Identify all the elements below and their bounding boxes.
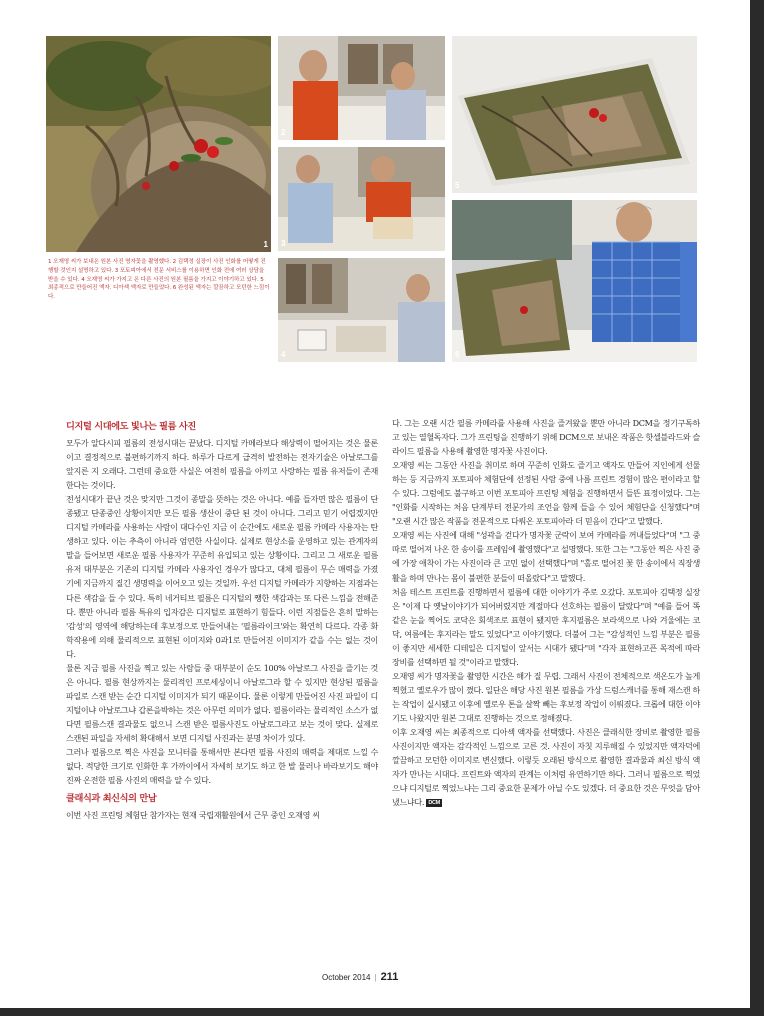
photo-caption: 1 오재영 씨가 보내온 원본 사진 명자꽃을 촬영했다. 2 김택정 실장이 사진 인화를 어떻게 진행할 것인지 설명하고 있다. 3 포토피아에서 전문 서비스를 이용하면 인화 전에 여러 상담을 받을 수 있다. 4 오재영 씨가 가지고 온 다른 사진의 원본 필름을 가지고 이야기하고 있다. 5 최종적으로 만들어진 액자. 디아섹 액자로 만들었다. 6 완성된 액자는 깔끔하고 모던한 느낌이다. (48, 259, 270, 301)
consultation-photo-image (278, 36, 445, 140)
section-heading-1: 디지털 시대에도 빛나는 필름 사진 (66, 421, 196, 432)
article-paragraph: 이번 사진 프린팅 체험단 참가자는 현재 국립재활원에서 근무 중인 오재영 씨 (66, 810, 320, 821)
footer-separator: | (374, 973, 377, 982)
article-paragraph: 다. 그는 오랜 시간 필름 카메라를 사용해 사진을 즐겨왔을 뿐만 아니라 DCM을 정기구독하고 있는 열혈독자다. 그가 프린팅을 진행하기 위해 DCM으로 보내온 작품은 핫셀블라드와 슬라이드 필름을 사용해 촬영한 명자꽃 사진이다. (392, 418, 700, 457)
photo-number: 4 (281, 350, 286, 359)
page-edge-right (750, 0, 764, 1016)
page-edge-bottom (0, 1008, 764, 1016)
photo-1-flower (46, 36, 271, 252)
framed-print-photo-image (452, 36, 697, 193)
photo-number: 2 (281, 128, 286, 137)
photo-3-consultation (278, 147, 445, 251)
issue-month: October 2014 (322, 973, 371, 982)
page-number: 211 (380, 971, 399, 983)
photo-6-completed-frame (452, 200, 697, 362)
article-paragraph: 오재영 씨는 사진에 대해 "성곽을 걷다가 명자꽃 군락이 보여 카메라를 꺼내들었다"며 "그 중 따로 떨어져 나온 한 송이를 프레임에 촬영했다"고 설명했다. 또한 그는 "그동안 찍은 사진 중에 가장 애착이 가는 사진이라 큰 고민 없이 선택했다"며 "홀로 떨어진 꽃 한 송이에서 직장생활을 하며 만나는 몸이 불편한 분들이 떠올랐다"고 말했다. (392, 530, 700, 583)
article-column-left (66, 421, 378, 822)
consultation-photo-image (278, 147, 445, 251)
article-paragraph: 오재영 씨는 그동안 사진을 취미로 하며 꾸준히 인화도 즐기고 액자도 만들어 지인에게 선물하는 등 지금까지 포토피아 체험단에 선정된 사람 중에 나름 프린트 경험이 많은 편이라고 할 수 있다. 그럼에도 불구하고 이번 포토피아 프린팅 체험을 진행하면서 들뜬 표정이었다. 그는 "인화를 시작하는 처음 단계부터 전문가의 조언을 함께 들을 수 있어 체험단을 신청했다"며 "오랜 시간 많은 작품을 전문적으로 다뤄온 포토피아라 더 믿음이 간다"고 말했다. (392, 460, 700, 527)
photo-number: 5 (455, 181, 460, 190)
article-paragraph: 처음 테스트 프린트를 진행하면서 필름에 대한 이야기가 주로 오갔다. 포토피아 김택정 실장은 "이제 다 옛날이야기가 되어버렸지만 계절마다 선호하는 필름이 달랐다"며 "예를 들어 똑같은 눈을 찍어도 코닥은 회색조로 표현이 됐지만 후지필름은 보라색으로 나와 겨울에는 코닥, 여름에는 후지라는 말도 있었다"고 이야기했다. 더불어 그는 "감성적인 느낌 부분은 필름이 좋지만 세세한 디테일은 디지털이 앞서는 시대가 됐다"며 "각자 표현하고픈 목적에 따라 장비를 선택하면 될 것"이라고 말했다. (392, 586, 700, 667)
film-discussion-photo-image (278, 258, 445, 362)
photo-4-film-discussion (278, 258, 445, 362)
photo-number: 1 (263, 240, 268, 249)
article-paragraph: 모두가 알다시피 필름의 전성시대는 끝났다. 디지털 카메라보다 해상력이 떨어지는 것은 물론이고 결정적으로 불편하기까지 하다. 하루가 다르게 급격히 발전하는 전자기술은 아날로그를 앞지른 지 오래다. 그런데 중요한 사실은 여전히 필름을 아끼고 사랑하는 필름 유저들이 존재한다는 것이다. (66, 438, 378, 491)
photo-number: 6 (455, 350, 460, 359)
photo-number: 3 (281, 239, 286, 248)
section-heading-2: 클래식과 최신식의 만남 (66, 793, 157, 805)
article-column-right (392, 416, 700, 809)
completed-frame-photo-image (452, 200, 697, 362)
article-paragraph-last (392, 725, 700, 809)
page-footer (322, 971, 398, 983)
article-paragraph: 물론 지금 필름 사진을 찍고 있는 사람들 중 대부분이 순도 100% 아날로그 사진을 즐기는 것은 아니다. 필름 현상까지는 물리적인 프로세싱이니 아날로그라 할 수 있지만 현상된 필름을 파일로 스캔 받는 순간 디지털 이미지가 되기 때문이다. 물론 이렇게 만들어진 사진 파일이 디지털이냐 아날로그냐 갑론을박하는 것은 아무런 의미가 없다. 필름이라는 물리적인 소스가 없다면 필름스캔 결과물도 없으니 스캔 받은 필름사진도 아날로그라고 보는 것이 맞다. 실제로 스캔된 파일을 자세히 확대해서 보면 디지털 사진과는 분명 차이가 있다. (66, 662, 378, 743)
article-paragraph: 전성시대가 끝난 것은 맞지만 그것이 종말을 뜻하는 것은 아니다. 예를 들자면 많은 필름이 단종됐고 단종중인 상황이지만 모든 필름 생산이 중단 된 것이 아니다. 그리고 믿기 어렵겠지만 디지털 카메라를 사용하는 사람이 대다수인 지금 이 순간에도 새로운 필름 카메라 사용자는 탄생하고 있다. 이는 추측이 아니라 엄연한 사실이다. 실제로 현상소를 운영하고 있는 관계자의 말을 들어보면 새로운 필름 사용자가 꾸준히 유입되고 있는 상황이다. 그리고 그 새로운 필름 유저 대부분은 기존의 디지털 카메라 사용자인 경우가 많다고, 대체 필름이 무슨 매력을 가졌기에 지금까지 질긴 생명력을 이어오고 있는 것일까. 우선 디지털 카메라가 지향하는 지점과는 다른 색감을 들 수 있다. 특히 네거티브 필름은 디지털의 쨍한 색감과는 또 다른 느낌을 전해준다. 뿐만 아니라 필름 특유의 입자감은 디지털로 표현하기 힘들다. 이런 지점들은 흔히 말하는 '감성'의 영역에 해당하는데 후보정으로 만들어내는 '필름라이크'와는 확연히 다르다. 각종 화학작용에 의해 물리적으로 표현된 이미지와 0과1로 만들어진 이미지가 같을 수는 없는 것이다. (66, 494, 378, 659)
article-paragraph: 오재영 씨가 명자꽃을 촬영한 시간은 해가 질 무렵. 그래서 사진이 전체적으로 색온도가 높게 찍혔고 옐로우가 많이 꼈다. 일단은 해당 사진 원본 필름을 가상 드럼스캐너를 통해 재스캔 하는 작업이 실시됐고 이후에 옐로우 톤을 살짝 빼는 후보정 작업이 이뤄졌다. 크롭에 대한 이야기도 나왔지만 원본 그대로 진행하는 것으로 정해졌다. (392, 670, 700, 723)
photo-5-framed-print (452, 36, 697, 193)
article-paragraph: 그러나 필름으로 찍은 사진을 모니터를 통해서만 본다면 필름 사진의 매력을 제대로 느낄 수 없다. 적당한 크기로 인화한 후 가까이에서 자세히 보기도 하고 한 발 물러나 바라보기도 해야 진짜 온전한 필름 사진의 매력을 알 수 있다. (66, 747, 378, 786)
article-paragraph-text: 이후 오재영 씨는 최종적으로 디아섹 액자를 선택했다. 사진은 클래식한 장비로 촬영한 필름 사진이지만 액자는 감각적인 느낌으로 고른 것. 사진이 자칫 지루해질 수 있었지만 액자덕에 깔끔하고 모던한 이미지로 변신했다. 이렇듯 오래된 방식으로 촬영한 결과물과 최신 방식 액자가 만나는 시대다. 프린트와 액자의 관계는 이처럼 유연하기만 하다. 그러니 필름으로 찍었으냐 디지털로 찍었느냐는 그리 중요한 문제가 아닐 수도 있겠다. 더 중요한 것은 무엇을 담아냈느냐다. (392, 727, 700, 808)
dcm-end-mark: DCM (428, 800, 440, 807)
photo-2-consultation (278, 36, 445, 140)
flower-photo-image (46, 36, 271, 252)
